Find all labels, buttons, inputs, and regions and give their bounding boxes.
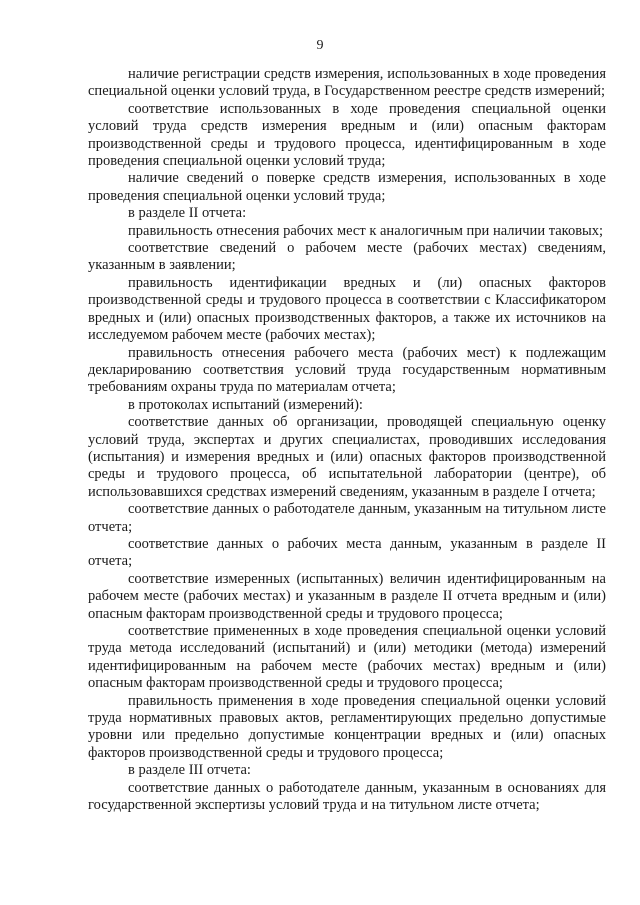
- section-heading: в протоколах испытаний (измерений):: [128, 396, 363, 413]
- section-heading: в разделе III отчета:: [128, 762, 251, 779]
- paragraph: наличие сведений о поверке средств измерения, использованных в ходе проведения специальной оценки условий труда;: [88, 170, 606, 204]
- paragraph: правильность идентификации вредных и (ли) опасных факторов производственной среды и трудового процесса в соответствии с Классификатором вредных и (или) опасных производственных факторов, а также их источников на исследуемом рабочем месте (рабочих местах);: [88, 274, 606, 344]
- document-body: [88, 66, 606, 814]
- section-heading: в разделе II отчета:: [128, 205, 247, 222]
- paragraph: наличие регистрации средств измерения, использованных в ходе проведения специальной оценки условий труда, в Государственном реестре средств измерений;: [88, 66, 606, 100]
- paragraph: соответствие измеренных (испытанных) величин идентифицированным на рабочем месте (рабочих местах) и указанным в разделе II отчета вредным и (или) опасным факторам производственной среды и трудового процесса;: [88, 570, 606, 622]
- paragraph: соответствие данных о работодателе данным, указанным в основаниях для государственной экспертизы условий труда и на титульном листе отчета;: [88, 779, 606, 814]
- paragraph: правильность отнесения рабочего места (рабочих мест) к подлежащим декларированию соответствия условий труда государственным нормативным требованиям охраны труда по материалам отчета;: [88, 344, 606, 396]
- paragraph: правильность применения в ходе проведения специальной оценки условий труда нормативных правовых актов, регламентирующих предельно допустимые уровни или предельно допустимые концентрации вредных и (или) опасных факторов производственной среды и трудового процесса;: [88, 692, 606, 761]
- paragraph: соответствие использованных в ходе проведения специальной оценки условий труда средств измерения вредным и (или) опасным факторам производственной среды и трудового процесса, идентифицированным в ходе проведения специальной оценки условий труда;: [88, 100, 606, 170]
- paragraph: правильность отнесения рабочих мест к аналогичным при наличии таковых;: [128, 222, 604, 239]
- paragraph: соответствие сведений о рабочем месте (рабочих местах) сведениям, указанным в заявлении;: [88, 240, 606, 274]
- paragraph: соответствие данных о работодателе данным, указанным на титульном листе отчета;: [88, 501, 606, 535]
- paragraph: соответствие данных о рабочих места данным, указанным в разделе II отчета;: [88, 535, 606, 570]
- paragraph: соответствие данных об организации, проводящей специальную оценку условий труда, экспертах и других специалистах, проводивших исследования (испытания) и измерения вредных и (или) опасных факторов производственной среды и трудового процесса, об испытательной лаборатории (центре), об использовавшихся средствах измерений сведениям, указанным в разделе I отчета;: [88, 414, 606, 500]
- paragraph: соответствие примененных в ходе проведения специальной оценки условий труда метода исследований (испытаний) и (или) методики (метода) измерений идентифицированным на рабочем месте (рабочих местах) вредным и (или) опасным факторам производственной среды и трудового процесса;: [88, 623, 606, 692]
- page-number: 9: [316, 38, 324, 53]
